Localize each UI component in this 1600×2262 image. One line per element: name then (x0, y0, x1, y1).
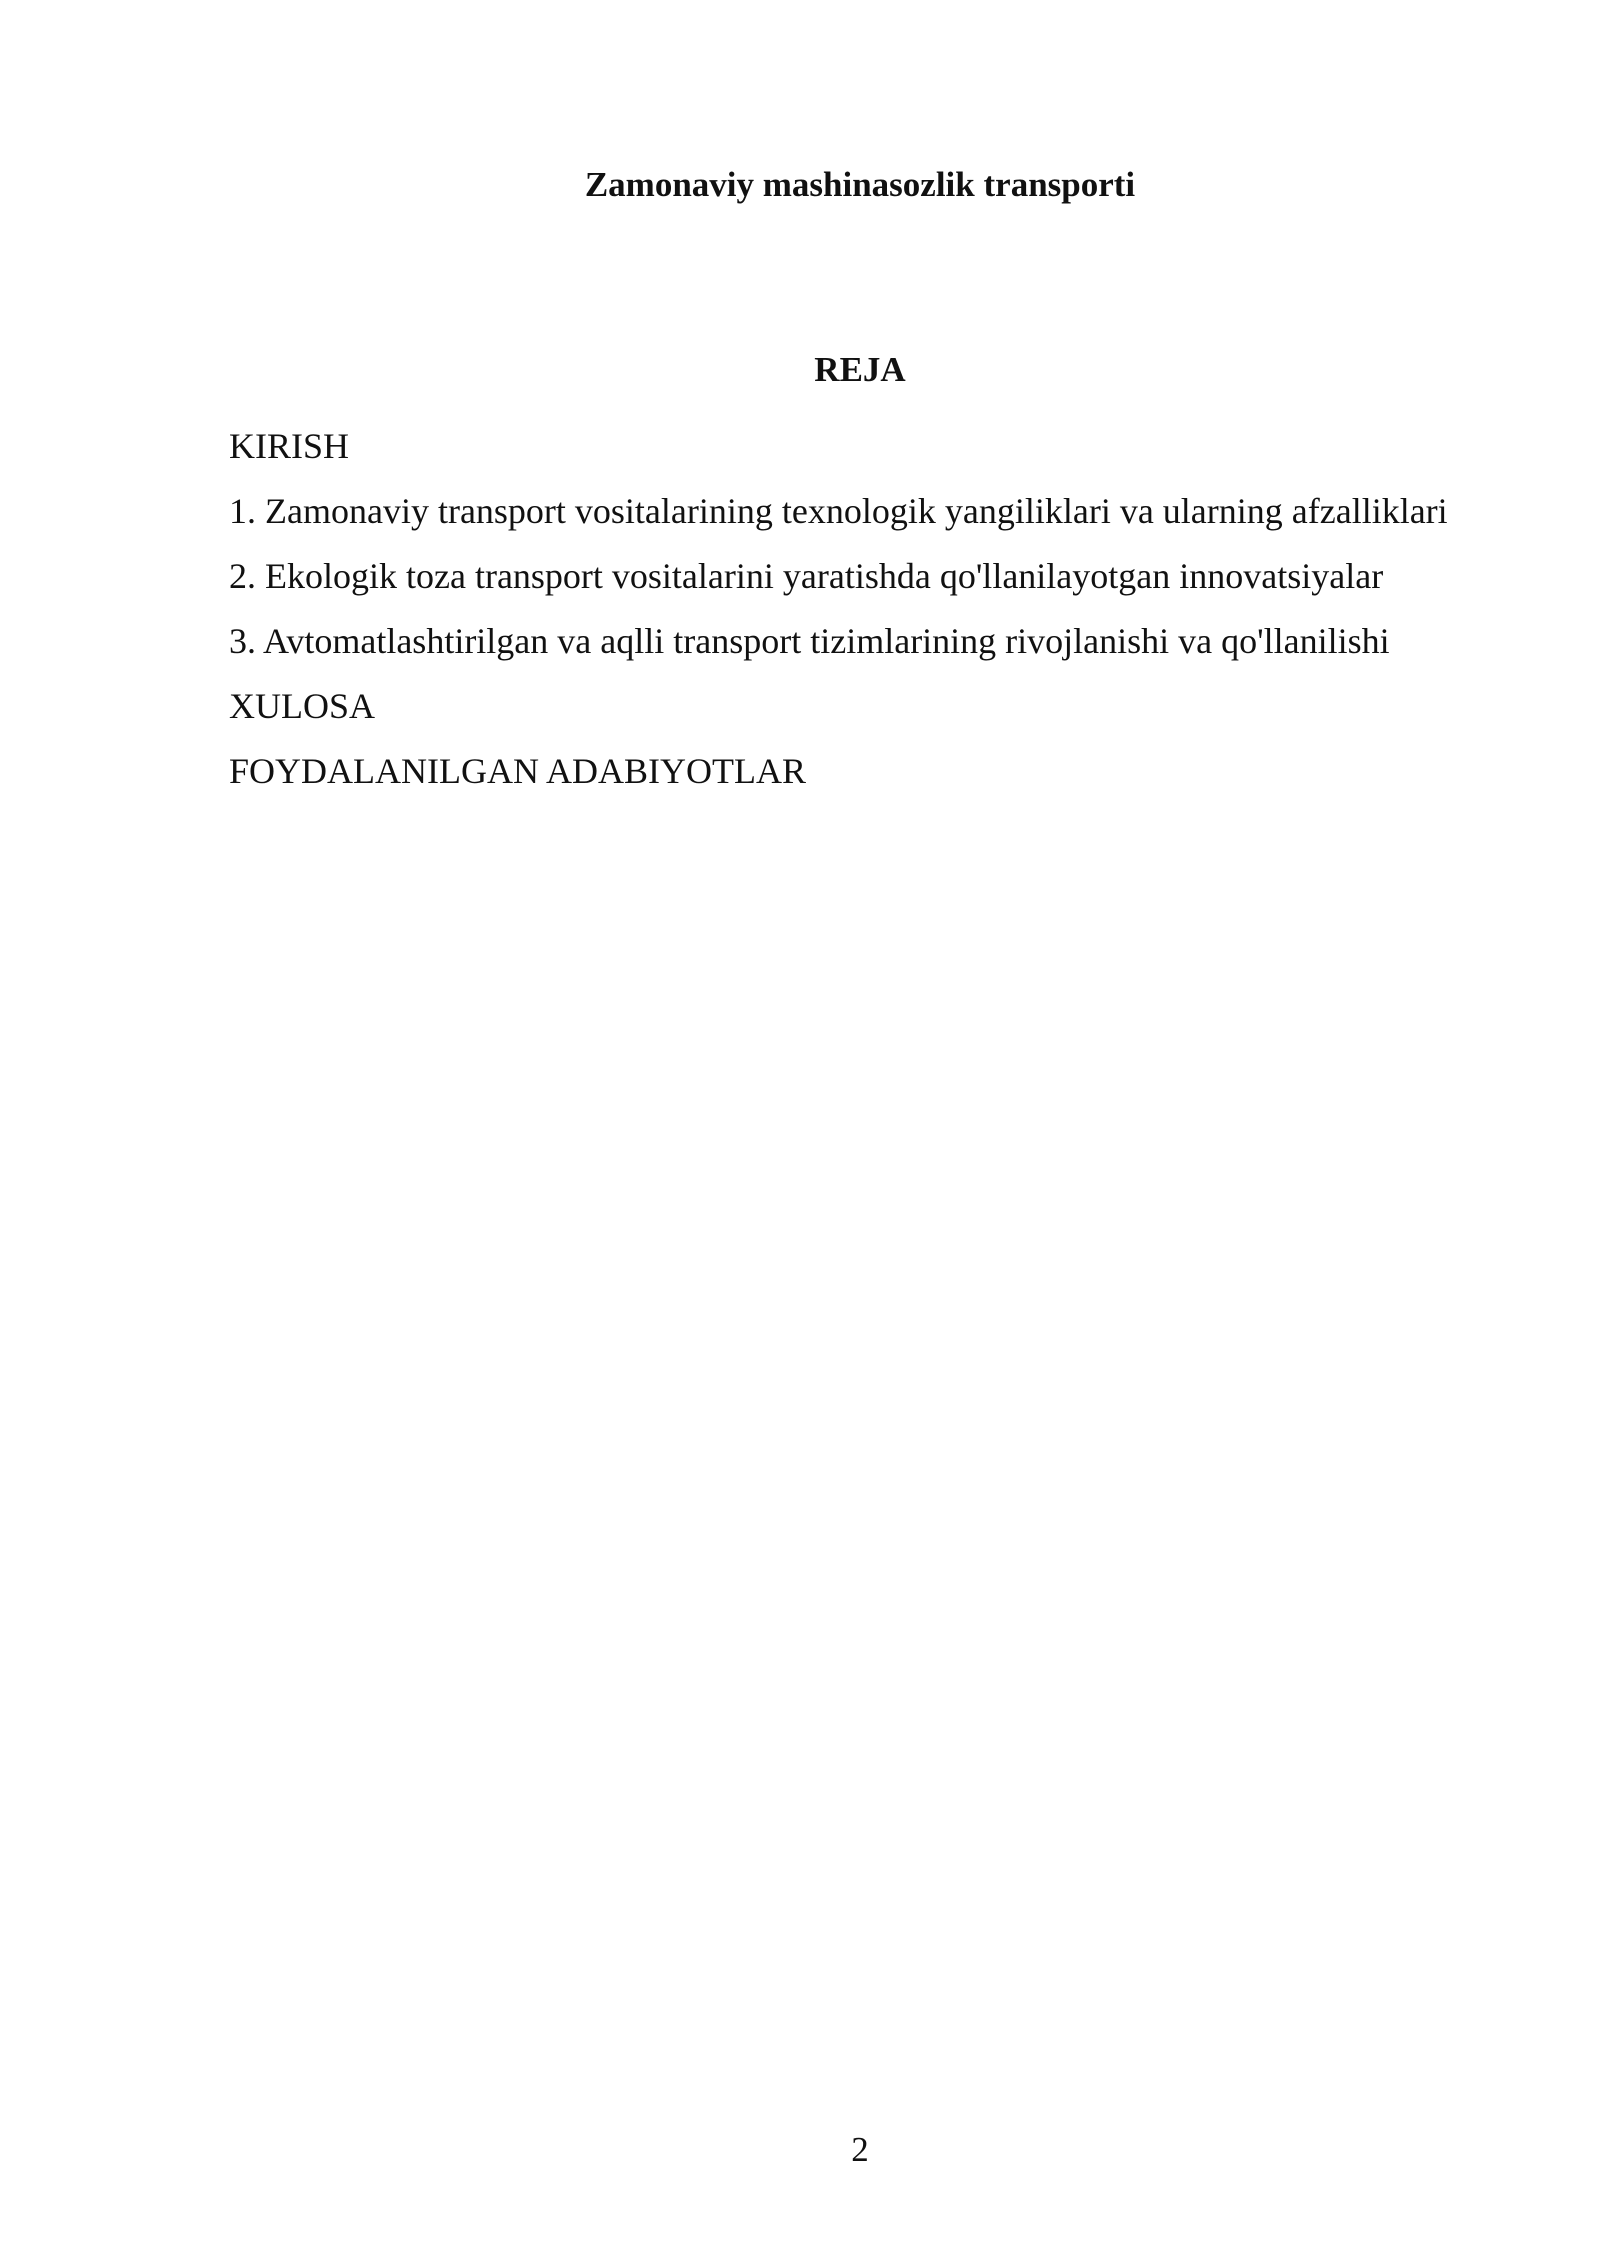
plan-item-1: 1. Zamonaviy transport vositalarining texnologik yangiliklari va ularning afzalliklari (229, 491, 1448, 531)
plan-item-introduction: KIRISH (229, 426, 350, 466)
plan-item-conclusion: XULOSA (229, 686, 376, 726)
document-title: Zamonaviy mashinasozlik transporti (584, 165, 1136, 204)
plan-item-references: FOYDALANILGAN ADABIYOTLAR (229, 751, 806, 791)
plan-item-3: 3. Avtomatlashtirilgan va aqlli transport tizimlarining rivojlanishi va qo'llanilishi (229, 621, 1390, 661)
page-number: 2 (851, 2130, 869, 2169)
plan-heading: REJA (814, 350, 906, 389)
plan-list (229, 418, 1469, 808)
plan-item-2: 2. Ekologik toza transport vositalarini yaratishda qo'llanilayotgan innovatsiyalar (229, 556, 1384, 596)
